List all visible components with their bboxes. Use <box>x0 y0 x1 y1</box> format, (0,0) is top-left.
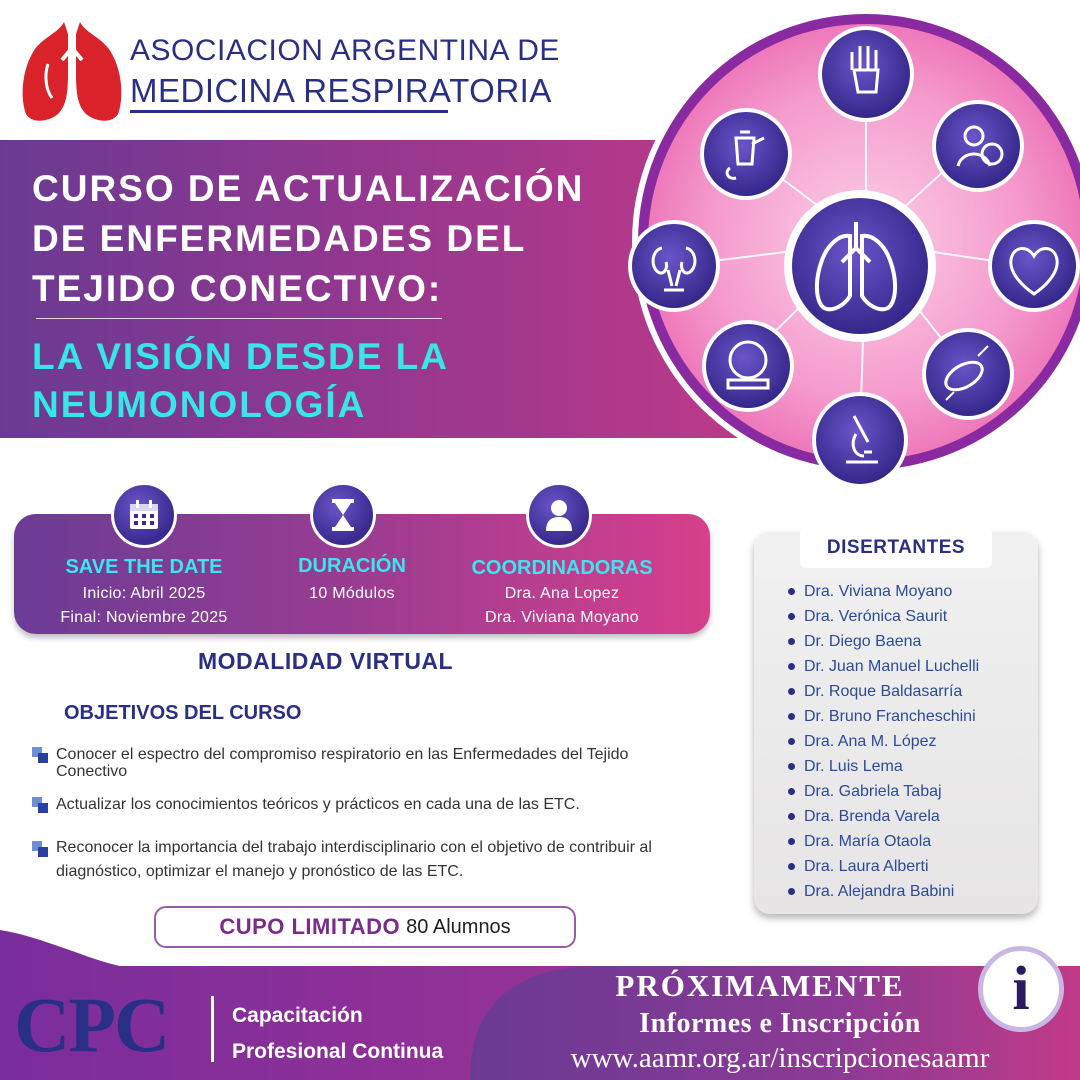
bullet-icon <box>788 713 795 720</box>
objectives-title: OBJETIVOS DEL CURSO <box>64 702 302 724</box>
speakers-header <box>800 528 992 568</box>
lungs-icon <box>784 190 936 342</box>
bacteria-icon <box>922 328 1014 420</box>
bullet-icon <box>788 688 795 695</box>
speaker-name: Dr. Bruno Francheschini <box>804 707 976 725</box>
speaker-item <box>788 804 1038 829</box>
cpc-label-line2: Profesional Continua <box>232 1040 444 1063</box>
course-title-line3: TEJIDO CONECTIVO: <box>32 268 443 309</box>
speaker-name: Dra. Viviana Moyano <box>804 582 953 600</box>
duration-heading: DURACIÓN <box>298 555 406 577</box>
square-bullet-icon <box>32 747 50 765</box>
objective-item <box>32 840 672 884</box>
speaker-item <box>788 829 1038 854</box>
speaker-name: Dra. Brenda Varela <box>804 807 940 825</box>
person-icon <box>526 482 592 548</box>
course-title-line2: DE ENFERMEDADES DEL <box>32 218 527 259</box>
hand-xray-icon <box>818 26 914 122</box>
speaker-name: Dra. María Otaola <box>804 832 932 850</box>
bullet-icon <box>788 863 795 870</box>
course-title-line1: CURSO DE ACTUALIZACIÓN <box>32 168 585 209</box>
coordinator-name: Dra. Viviana Moyano <box>485 609 639 626</box>
speaker-item <box>788 879 1038 904</box>
modality-label: MODALIDAD VIRTUAL <box>198 648 454 674</box>
org-name-line2: MEDICINA RESPIRATORIA <box>130 72 552 109</box>
cpc-label-line1: Capacitación <box>232 1004 363 1027</box>
nebulizer-icon <box>700 108 792 200</box>
square-bullet-icon <box>32 797 50 815</box>
speaker-item <box>788 754 1038 779</box>
coordinators-heading: COORDINADORAS <box>471 557 653 579</box>
org-underline <box>130 110 448 113</box>
skin-examination-icon <box>932 100 1024 192</box>
course-subtitle-line1: LA VISIÓN DESDE LA <box>32 336 450 377</box>
quota-value: 80 Alumnos <box>406 915 511 938</box>
speaker-name: Dra. Gabriela Tabaj <box>804 782 942 800</box>
speaker-name: Dra. Alejandra Babini <box>804 882 955 900</box>
duration-value: 10 Módulos <box>309 585 395 602</box>
objective-item <box>32 746 672 780</box>
speaker-name: Dra. Verónica Saurit <box>804 607 948 625</box>
bullet-icon <box>788 888 795 895</box>
title-divider <box>36 318 442 319</box>
lungs-logo-icon <box>18 14 126 126</box>
microscope-icon <box>812 392 908 488</box>
speaker-item <box>788 679 1038 704</box>
hourglass-icon <box>310 482 376 548</box>
speaker-item <box>788 779 1038 804</box>
info-glyph: i <box>1012 955 1030 1023</box>
speakers-list <box>788 579 1038 904</box>
ct-scanner-icon <box>702 320 794 412</box>
cpc-logo: CPC <box>14 981 169 1068</box>
speaker-item <box>788 704 1038 729</box>
speaker-name: Dr. Luis Lema <box>804 757 903 775</box>
speaker-item <box>788 654 1038 679</box>
bullet-icon <box>788 613 795 620</box>
speaker-name: Dr. Juan Manuel Luchelli <box>804 657 980 675</box>
registration-label: Informes e Inscripción <box>639 1008 921 1039</box>
speaker-item <box>788 729 1038 754</box>
speaker-name: Dra. Laura Alberti <box>804 857 929 875</box>
objective-item <box>32 796 672 815</box>
speaker-item <box>788 629 1038 654</box>
objective-text: Reconocer la importancia del trabajo interdisciplinario con el objetivo de contribuir al diagnóstico, optimizar el manejo y pronóstico de las ETC. <box>56 839 652 880</box>
course-subtitle-line2: NEUMONOLOGÍA <box>32 384 367 425</box>
speakers-title: DISERTANTES <box>826 537 966 558</box>
info-icon <box>978 946 1064 1032</box>
speaker-name: Dr. Roque Baldasarría <box>804 682 963 700</box>
quota-label: CUPO LIMITADO <box>219 914 401 939</box>
org-name-line1: ASOCIACION ARGENTINA DE <box>130 34 560 67</box>
save-the-date-heading: SAVE THE DATE <box>65 556 223 578</box>
start-date: Inicio: Abril 2025 <box>82 585 206 602</box>
speaker-item <box>788 604 1038 629</box>
kidneys-icon <box>628 220 720 312</box>
heart-icon <box>988 220 1080 312</box>
organ-systems-circle <box>628 4 1080 480</box>
calendar-icon <box>111 482 177 548</box>
bullet-icon <box>788 738 795 745</box>
bullet-icon <box>788 813 795 820</box>
bullet-icon <box>788 588 795 595</box>
coming-soon-label: PRÓXIMAMENTE <box>615 968 905 1003</box>
bullet-icon <box>788 763 795 770</box>
cpc-divider <box>211 996 214 1062</box>
speaker-name: Dr. Diego Baena <box>804 632 922 650</box>
end-date: Final: Noviembre 2025 <box>60 609 228 626</box>
bullet-icon <box>788 638 795 645</box>
bullet-icon <box>788 788 795 795</box>
bullet-icon <box>788 663 795 670</box>
registration-url-link[interactable]: www.aamr.org.ar/inscripcionesaamr <box>570 1042 990 1074</box>
speaker-name: Dra. Ana M. López <box>804 732 937 750</box>
coordinator-name: Dra. Ana Lopez <box>504 585 620 602</box>
bullet-icon <box>788 838 795 845</box>
speaker-item <box>788 854 1038 879</box>
square-bullet-icon <box>32 841 50 859</box>
objective-text: Actualizar los conocimientos teóricos y prácticos en cada una de las ETC. <box>56 796 580 813</box>
speaker-item <box>788 579 1038 604</box>
objective-text: Conocer el espectro del compromiso respiratorio en las Enfermedades del Tejido Conectivo <box>56 746 629 780</box>
